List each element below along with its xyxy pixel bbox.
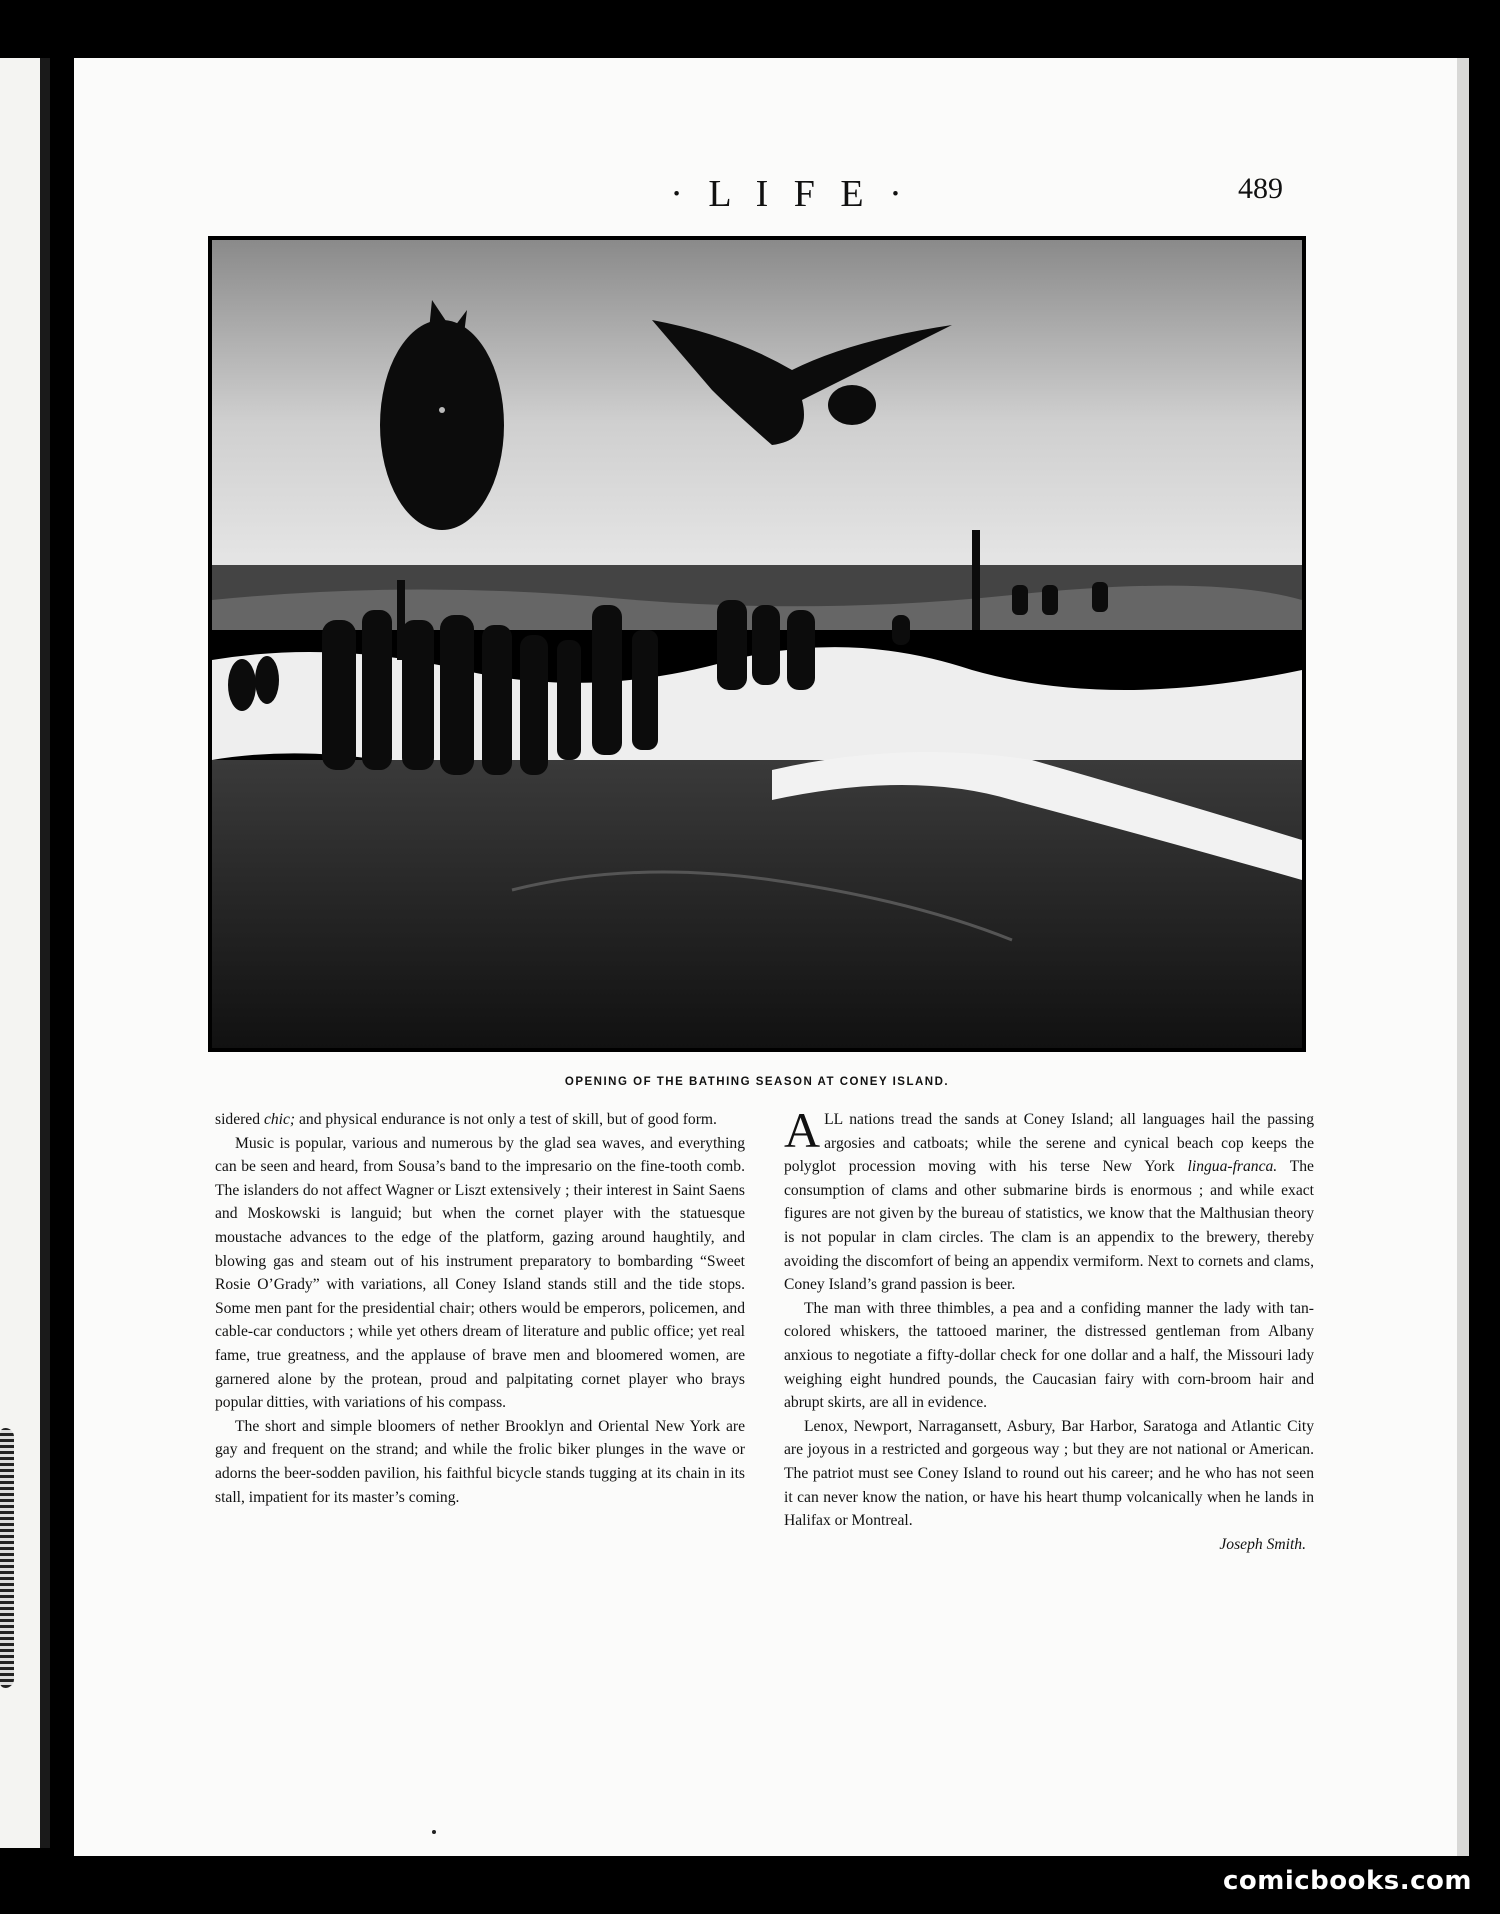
paragraph: The short and simple bloomers of nether Brooklyn and Oriental New York are gay and frequent on the strand; and while the frolic biker plunges in the wave or adorns the beer-sodden pavilion, his faithful bicycle stands tugging at its chain in its stall, impatient for its master’s coming. <box>215 1417 745 1506</box>
author-signature: Joseph Smith. <box>1219 1535 1306 1553</box>
article-column-right <box>784 1102 1314 1556</box>
print-speck <box>432 1830 436 1834</box>
drop-cap: A <box>784 1102 821 1158</box>
article-column-left <box>215 1108 745 1509</box>
page-edge-shadow <box>1457 58 1469 1856</box>
site-watermark: comicbooks.com <box>1222 1866 1472 1896</box>
magazine-title: · L I F E · <box>670 173 910 215</box>
page-number: 489 <box>1238 172 1283 205</box>
page-gutter <box>40 58 50 1848</box>
adjacent-page-figure <box>0 1428 14 1688</box>
paragraph: Music is popular, various and numerous by the glad sea waves, and everything can be seen and heard, from Sousa’s band to the impresario on the fine-tooth comb. The islanders do not affect Wagner or Liszt extensively ; their interest in Saint Saens and Moskowski is languid; but when the cornet player with the statuesque moustache advances to the edge of the platform, gazing around haughtily, and blowing gas and steam out of his instrument preparatory to bombarding “Sweet Rosie O’Grady” with variations, all Coney Island stands still and the tide stops. Some men pant for the presidential chair; others would be emperors, policemen, and cable-car conductors ; while yet others dream of literature and public office; yet real fame, true greatness, and the applause of brave men and bloomered women, are garnered alone by the protean, proud and palpitating cornet player who brays popular ditties, with variations of his compass. <box>215 1134 745 1412</box>
paragraph: Lenox, Newport, Narragansett, Asbury, Bar Harbor, Saratoga and Atlantic City are joyous in a restricted and gorgeous way ; but they are not national or American. The patriot must see Coney Island to round out his career; and he who has not seen it can never know the nation, or have his heart thump volcanically when he lands in Halifax or Montreal. <box>784 1417 1314 1530</box>
photo-illustration <box>208 236 1306 1052</box>
paragraph: The man with three thimbles, a pea and a confiding manner the lady with tan-colored whiskers, the tattooed mariner, the distressed gentleman from Albany anxious to negotiate a fifty-dollar check for one dollar and a half, the Missouri lady weighing eight hundred pounds, the Caucasian fairy with corn-broom hair and abrupt skirts, are all in evidence. <box>784 1299 1314 1412</box>
illustration-caption: OPENING OF THE BATHING SEASON AT CONEY ISLAND. <box>564 1076 950 1088</box>
paragraph: ALL nations tread the sands at Coney Island; all languages hail the passing argosies and catboats; while the serene and cynical beach cop keeps the polyglot procession moving with his terse New York lingua-franca. The consumption of clams and other submarine birds is enormous ; and while exact figures are not given by the bureau of statistics, we know that the Malthusian theory is not popular in clam circles. The clam is an appendix to the brewery, thereby avoiding the discomfort of being an appendix vermiform. Next to cornets and clams, Coney Island’s grand passion is beer. <box>784 1102 1314 1294</box>
adjacent-page-edge <box>0 58 50 1848</box>
paragraph: sidered chic; and physical endurance is not only a test of skill, but of good form. <box>215 1111 717 1128</box>
beach-scene-image <box>212 240 1302 1048</box>
